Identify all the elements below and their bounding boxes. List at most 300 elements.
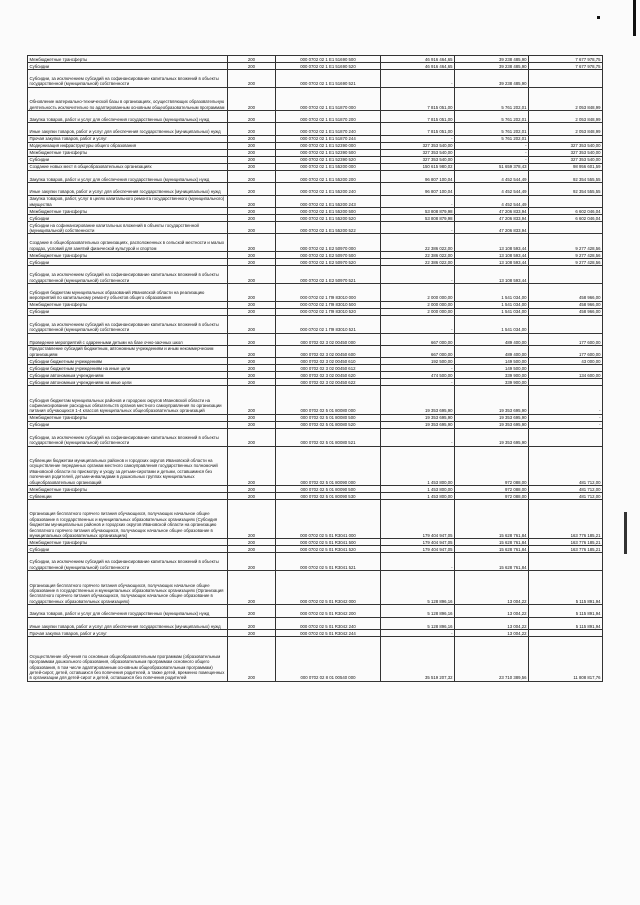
row-unexecuted-amount xyxy=(529,379,603,386)
row-unexecuted-amount xyxy=(529,553,603,571)
row-unexecuted-amount: 327 353 540,00 xyxy=(529,149,603,156)
row-name: Межбюджетные трансферты xyxy=(28,149,228,156)
row-name: Субсидии xyxy=(28,214,228,221)
row-budget-classification-code: 000 0702 02 5 01 R3042 240 xyxy=(276,617,381,629)
row-approved-amount: - xyxy=(381,135,455,142)
row-unexecuted-amount: 163 776 185,21 xyxy=(529,500,603,539)
row-name: Субсидии xyxy=(28,63,228,70)
row-name: Межбюджетные трансферты xyxy=(28,207,228,214)
row-executed-amount: 489 400,00 xyxy=(455,345,529,357)
row-executed-amount: 5 761 202,01 xyxy=(455,123,529,135)
row-line-code: 200 xyxy=(228,207,276,214)
row-name: Субсидии автономным учреждениям xyxy=(28,372,228,379)
row-line-code: 200 xyxy=(228,259,276,266)
table-row xyxy=(28,301,603,308)
row-name: Предоставление субсидий бюджетным, автономным учреждениям и иным некоммерческим организациям xyxy=(28,345,228,357)
row-budget-classification-code: 000 0702 02 8 01 00540 000 xyxy=(276,637,381,682)
row-executed-amount: 5 761 202,01 xyxy=(455,135,529,142)
row-line-code: 200 xyxy=(228,486,276,493)
table-row xyxy=(28,546,603,553)
row-approved-amount: 96 807 100,04 xyxy=(381,170,455,182)
table-row xyxy=(28,123,603,135)
table-row xyxy=(28,214,603,221)
table-row xyxy=(28,500,603,539)
row-budget-classification-code: 000 0702 02 1 Е1 51690 520 xyxy=(276,63,381,70)
row-budget-classification-code: 000 0702 02 1 Е1 52390 500 xyxy=(276,149,381,156)
row-name: Субсидии xyxy=(28,308,228,315)
row-line-code: 200 xyxy=(228,546,276,553)
row-approved-amount: 5 128 896,16 xyxy=(381,605,455,617)
row-approved-amount: - xyxy=(381,266,455,284)
row-approved-amount: 22 386 022,00 xyxy=(381,234,455,252)
row-budget-classification-code: 000 0702 02 5 01 80080 500 xyxy=(276,414,381,421)
row-line-code: 200 xyxy=(228,553,276,571)
table-row xyxy=(28,571,603,605)
row-approved-amount: - xyxy=(381,428,455,446)
row-unexecuted-amount: 177 600,00 xyxy=(529,333,603,345)
row-unexecuted-amount: 2 053 848,99 xyxy=(529,87,603,110)
row-budget-classification-code: 000 0702 02 1 Е1 51690 500 xyxy=(276,56,381,63)
row-approved-amount: 46 916 464,65 xyxy=(381,56,455,63)
row-executed-amount: 149 500,00 xyxy=(455,358,529,365)
table-row xyxy=(28,221,603,233)
row-line-code: 200 xyxy=(228,379,276,386)
row-approved-amount: 5 128 896,16 xyxy=(381,571,455,605)
row-budget-classification-code: 000 0702 02 1 П9 83010 000 xyxy=(276,283,381,301)
table-row xyxy=(28,259,603,266)
row-unexecuted-amount: 5 115 891,94 xyxy=(529,617,603,629)
row-line-code: 200 xyxy=(228,630,276,637)
row-executed-amount: 15 628 761,84 xyxy=(455,539,529,546)
row-unexecuted-amount: 5 115 891,94 xyxy=(529,605,603,617)
table-row xyxy=(28,446,603,485)
table-row xyxy=(28,283,603,301)
row-unexecuted-amount: 458 966,00 xyxy=(529,301,603,308)
row-name: Субвенции xyxy=(28,493,228,500)
row-name: Осуществление обучения по основным общеобразовательным программам (образовательным программам дошкольного образования, образовательным программам основного общего образования, в том числе адаптированным основным общеобразовательным программам) детей-сирот, детей, оставшихся без попечения родителей, а также детей, временно помещенных в организации для детей-сирот и детей, оставшихся без попечения родителей xyxy=(28,637,228,682)
row-approved-amount: 1 453 800,00 xyxy=(381,446,455,485)
row-approved-amount: 327 353 540,00 xyxy=(381,149,455,156)
row-unexecuted-amount: - xyxy=(529,386,603,415)
row-approved-amount: 327 353 540,00 xyxy=(381,142,455,149)
row-budget-classification-code: 000 0702 02 1 П9 83010 520 xyxy=(276,308,381,315)
row-executed-amount: 19 353 695,90 xyxy=(455,414,529,421)
table-row xyxy=(28,110,603,122)
row-budget-classification-code: 000 0702 02 1 Е2 50970 000 xyxy=(276,234,381,252)
table-row xyxy=(28,414,603,421)
table-row xyxy=(28,486,603,493)
row-executed-amount: - xyxy=(455,149,529,156)
row-unexecuted-amount: 11 808 817,76 xyxy=(529,637,603,682)
row-unexecuted-amount: 5 115 891,94 xyxy=(529,571,603,605)
row-line-code: 200 xyxy=(228,170,276,182)
row-name: Субсидии, за исключением субсидий на софинансирование капитальных вложений в объекты государственной (муниципальной) собственности xyxy=(28,553,228,571)
row-name: Обновление материально-технической базы в организациях, осуществляющих образовательную деятельность исключительно по адаптированным основным общеобразовательным программам xyxy=(28,87,228,110)
row-name: Иные закупки товаров, работ и услуг для обеспечения государственных (муниципальных) нужд xyxy=(28,617,228,629)
row-line-code: 200 xyxy=(228,446,276,485)
row-unexecuted-amount: 327 353 540,00 xyxy=(529,156,603,163)
row-budget-classification-code: 000 0702 02 5 01 80080 000 xyxy=(276,386,381,415)
row-budget-classification-code: 000 0702 02 1 Е1 55200 240 xyxy=(276,183,381,195)
row-approved-amount: 2 000 000,00 xyxy=(381,308,455,315)
row-budget-classification-code: 000 0702 02 3 02 00450 622 xyxy=(276,379,381,386)
row-unexecuted-amount: 177 600,00 xyxy=(529,345,603,357)
row-executed-amount: 972 088,00 xyxy=(455,446,529,485)
table-row xyxy=(28,493,603,500)
row-budget-classification-code: 000 0702 02 1 Е1 51690 521 xyxy=(276,70,381,88)
row-name: Модернизация инфраструктуры общего образования xyxy=(28,142,228,149)
row-budget-classification-code: 000 0702 02 5 01 80090 500 xyxy=(276,486,381,493)
table-row xyxy=(28,308,603,315)
row-name: Субсидии бюджетным учреждениям на иные цели xyxy=(28,365,228,372)
row-executed-amount: 13 004,22 xyxy=(455,630,529,637)
row-unexecuted-amount: 163 776 185,21 xyxy=(529,546,603,553)
row-line-code: 200 xyxy=(228,605,276,617)
row-approved-amount: 150 615 980,02 xyxy=(381,163,455,170)
scan-edge-bar-middle xyxy=(624,512,627,554)
table-row xyxy=(28,372,603,379)
row-approved-amount: 667 000,00 xyxy=(381,345,455,357)
row-unexecuted-amount: 9 277 428,56 xyxy=(529,234,603,252)
row-name: Закупка товаров, работ, услуг в целях капитального ремонта государственного (муниципального) имущества xyxy=(28,195,228,207)
row-unexecuted-amount: 2 053 848,99 xyxy=(529,123,603,135)
row-unexecuted-amount: 7 677 978,75 xyxy=(529,63,603,70)
row-approved-amount: - xyxy=(381,365,455,372)
table-row xyxy=(28,149,603,156)
row-budget-classification-code: 000 0702 02 1 Е1 55200 520 xyxy=(276,214,381,221)
table-row xyxy=(28,70,603,88)
row-executed-amount: 4 452 544,49 xyxy=(455,195,529,207)
row-line-code: 200 xyxy=(228,308,276,315)
table-row xyxy=(28,207,603,214)
row-name: Субсидии xyxy=(28,546,228,553)
row-name: Межбюджетные трансферты xyxy=(28,539,228,546)
row-budget-classification-code: 000 0702 02 5 01 80080 521 xyxy=(276,428,381,446)
table-row xyxy=(28,333,603,345)
table-row xyxy=(28,630,603,637)
table-row xyxy=(28,379,603,386)
row-line-code: 200 xyxy=(228,345,276,357)
row-name: Прочая закупка товаров, работ и услуг xyxy=(28,135,228,142)
row-approved-amount: - xyxy=(381,195,455,207)
row-executed-amount: 15 628 761,84 xyxy=(455,553,529,571)
row-name: Субсидии, за исключением субсидий на софинансирование капитальных вложений в объекты государственной (муниципальной) собственности xyxy=(28,266,228,284)
row-line-code: 200 xyxy=(228,214,276,221)
row-executed-amount: 23 710 389,56 xyxy=(455,637,529,682)
row-unexecuted-amount: 458 966,00 xyxy=(529,283,603,301)
table-row xyxy=(28,195,603,207)
row-executed-amount: 13 108 593,44 xyxy=(455,234,529,252)
row-budget-classification-code: 000 0702 02 1 Е1 52390 520 xyxy=(276,156,381,163)
row-name: Субсидия бюджетам муниципальных районов и городских округов Ивановской области на софинансирование расходных обязательств органов местного самоуправления по организации питания обучающихся 1-4 классов муниципальных общеобразовательных организаций xyxy=(28,386,228,415)
row-approved-amount: 2 000 000,00 xyxy=(381,301,455,308)
row-unexecuted-amount: 92 354 555,55 xyxy=(529,183,603,195)
row-approved-amount: 19 353 695,90 xyxy=(381,421,455,428)
row-budget-classification-code: 000 0702 02 1 Е1 55200 000 xyxy=(276,163,381,170)
row-line-code: 200 xyxy=(228,142,276,149)
row-name: Субсидии автономным учреждениям на иные цели xyxy=(28,379,228,386)
row-unexecuted-amount: - xyxy=(529,421,603,428)
row-unexecuted-amount: 6 602 046,04 xyxy=(529,214,603,221)
row-executed-amount: 972 088,00 xyxy=(455,486,529,493)
row-budget-classification-code: 000 0702 02 5 01 R3041 000 xyxy=(276,500,381,539)
row-line-code: 200 xyxy=(228,266,276,284)
table-row xyxy=(28,142,603,149)
row-executed-amount: 339 900,00 xyxy=(455,372,529,379)
row-executed-amount: 5 761 202,01 xyxy=(455,87,529,110)
row-budget-classification-code: 000 0702 02 5 01 R3041 520 xyxy=(276,546,381,553)
row-approved-amount: 1 453 800,00 xyxy=(381,493,455,500)
table-row xyxy=(28,63,603,70)
row-unexecuted-amount: 2 053 848,99 xyxy=(529,110,603,122)
row-executed-amount: 19 353 695,90 xyxy=(455,428,529,446)
row-approved-amount: 96 807 100,04 xyxy=(381,183,455,195)
row-executed-amount: 39 238 485,90 xyxy=(455,63,529,70)
table-row xyxy=(28,345,603,357)
row-name: Межбюджетные трансферты xyxy=(28,252,228,259)
row-line-code: 200 xyxy=(228,183,276,195)
row-executed-amount: 13 004,22 xyxy=(455,605,529,617)
table-row xyxy=(28,87,603,110)
row-unexecuted-amount xyxy=(529,630,603,637)
row-approved-amount: 7 815 051,00 xyxy=(381,123,455,135)
row-line-code: 200 xyxy=(228,63,276,70)
row-approved-amount: 35 519 207,32 xyxy=(381,637,455,682)
row-budget-classification-code: 000 0702 02 1 Е1 51870 000 xyxy=(276,87,381,110)
row-unexecuted-amount xyxy=(529,428,603,446)
row-line-code: 200 xyxy=(228,56,276,63)
row-executed-amount: 15 628 761,84 xyxy=(455,546,529,553)
row-unexecuted-amount: 43 000,00 xyxy=(529,358,603,365)
row-executed-amount: 39 238 485,90 xyxy=(455,56,529,63)
row-line-code: 200 xyxy=(228,234,276,252)
row-name: Прочая закупка товаров, работ и услуг xyxy=(28,630,228,637)
row-approved-amount: 667 000,00 xyxy=(381,333,455,345)
row-unexecuted-amount: 458 966,00 xyxy=(529,308,603,315)
table-row xyxy=(28,358,603,365)
row-line-code: 200 xyxy=(228,386,276,415)
table-row xyxy=(28,365,603,372)
table-row xyxy=(28,421,603,428)
row-approved-amount: 22 386 022,00 xyxy=(381,252,455,259)
row-line-code: 200 xyxy=(228,135,276,142)
table-row xyxy=(28,637,603,682)
row-executed-amount: 149 500,00 xyxy=(455,365,529,372)
row-line-code: 200 xyxy=(228,539,276,546)
row-unexecuted-amount: - xyxy=(529,414,603,421)
row-name: Иные закупки товаров, работ и услуг для обеспечения государственных (муниципальных) нужд xyxy=(28,123,228,135)
row-line-code: 200 xyxy=(228,372,276,379)
row-unexecuted-amount xyxy=(529,266,603,284)
row-unexecuted-amount xyxy=(529,365,603,372)
row-unexecuted-amount xyxy=(529,195,603,207)
row-budget-classification-code: 000 0702 02 1 Е1 55200 243 xyxy=(276,195,381,207)
row-budget-classification-code: 000 0702 02 3 02 00450 000 xyxy=(276,333,381,345)
row-name: Межбюджетные трансферты xyxy=(28,414,228,421)
table-row xyxy=(28,234,603,252)
row-name: Организация бесплатного горячего питания обучающихся, получающих начальное общее образование в государственных и муниципальных образовательных организациях (Организация бесплатного горячего питания обучающихся, получающих начальное общее образование в государственных образовательных организациях) xyxy=(28,571,228,605)
row-approved-amount: - xyxy=(381,221,455,233)
row-executed-amount: 1 541 034,00 xyxy=(455,308,529,315)
row-approved-amount: 22 386 022,00 xyxy=(381,259,455,266)
table-row xyxy=(28,617,603,629)
row-approved-amount: 327 353 540,00 xyxy=(381,156,455,163)
row-name: Организация бесплатного горячего питания обучающихся, получающих начальное общее образование в государственных и муниципальных образовательных организациях (Субсидия бюджетам муниципальных районов и городских округов Ивановской области на организацию бесплатного горячего питания обучающихся, получающих начальное общее образование в муниципальных образовательных организациях) xyxy=(28,500,228,539)
row-line-code: 200 xyxy=(228,571,276,605)
row-name: Субсидии xyxy=(28,156,228,163)
row-executed-amount: 47 206 833,94 xyxy=(455,214,529,221)
row-approved-amount: 46 916 464,65 xyxy=(381,63,455,70)
row-executed-amount: 1 541 034,00 xyxy=(455,283,529,301)
row-unexecuted-amount: 327 353 540,00 xyxy=(529,142,603,149)
row-line-code: 200 xyxy=(228,163,276,170)
row-budget-classification-code: 000 0702 02 5 01 R3042 244 xyxy=(276,630,381,637)
row-line-code: 200 xyxy=(228,252,276,259)
row-name: Создание в общеобразовательных организациях, расположенных в сельской местности и малых городах, условий для занятий физической культурой и спортом xyxy=(28,234,228,252)
row-budget-classification-code: 000 0702 02 1 Е2 50970 500 xyxy=(276,252,381,259)
row-budget-classification-code: 000 0702 02 3 02 00450 610 xyxy=(276,358,381,365)
row-name: Субсидия бюджетам муниципальных образований Ивановской области на реализацию мероприятий по капитальному ремонту объектов общего образования xyxy=(28,283,228,301)
row-approved-amount: - xyxy=(381,553,455,571)
row-budget-classification-code: 000 0702 02 1 Е2 50970 521 xyxy=(276,266,381,284)
row-executed-amount: 51 659 378,43 xyxy=(455,163,529,170)
row-budget-classification-code: 000 0702 02 5 01 80090 530 xyxy=(276,493,381,500)
row-line-code: 200 xyxy=(228,637,276,682)
row-line-code: 200 xyxy=(228,493,276,500)
row-name: Межбюджетные трансферты xyxy=(28,56,228,63)
row-budget-classification-code: 000 0702 02 1 Е1 51870 200 xyxy=(276,110,381,122)
row-line-code: 200 xyxy=(228,123,276,135)
table-row xyxy=(28,156,603,163)
row-executed-amount: 13 108 593,44 xyxy=(455,259,529,266)
row-executed-amount: 1 541 034,00 xyxy=(455,301,529,308)
row-approved-amount: 53 808 879,98 xyxy=(381,207,455,214)
row-line-code: 200 xyxy=(228,283,276,301)
row-approved-amount: 192 500,00 xyxy=(381,358,455,365)
row-budget-classification-code: 000 0702 02 1 Е1 55200 500 xyxy=(276,207,381,214)
row-approved-amount: 179 404 947,05 xyxy=(381,539,455,546)
table-row xyxy=(28,183,603,195)
row-executed-amount: 47 206 833,94 xyxy=(455,221,529,233)
row-approved-amount: 53 808 879,98 xyxy=(381,214,455,221)
table-row xyxy=(28,386,603,415)
row-line-code: 200 xyxy=(228,70,276,88)
row-unexecuted-amount xyxy=(529,70,603,88)
row-executed-amount: 4 452 544,49 xyxy=(455,183,529,195)
row-name: Закупка товаров, работ и услуг для обеспечения государственных (муниципальных) нужд xyxy=(28,170,228,182)
table-row xyxy=(28,163,603,170)
row-approved-amount: 5 128 896,16 xyxy=(381,617,455,629)
row-executed-amount: 39 238 485,90 xyxy=(455,70,529,88)
row-line-code: 200 xyxy=(228,421,276,428)
table-row xyxy=(28,605,603,617)
row-unexecuted-amount: 98 956 601,59 xyxy=(529,163,603,170)
scan-tick-top xyxy=(597,16,600,19)
row-budget-classification-code: 000 0702 02 1 Е1 51870 240 xyxy=(276,123,381,135)
row-line-code: 200 xyxy=(228,221,276,233)
row-unexecuted-amount: 481 712,00 xyxy=(529,446,603,485)
row-line-code: 200 xyxy=(228,87,276,110)
row-approved-amount: - xyxy=(381,70,455,88)
row-approved-amount: 179 404 947,05 xyxy=(381,546,455,553)
row-budget-classification-code: 000 0702 02 5 01 R3041 500 xyxy=(276,539,381,546)
row-budget-classification-code: 000 0702 02 1 Е1 55200 522 xyxy=(276,221,381,233)
row-approved-amount: - xyxy=(381,315,455,333)
row-executed-amount: 13 004,22 xyxy=(455,617,529,629)
table-row xyxy=(28,428,603,446)
row-line-code: 200 xyxy=(228,500,276,539)
table-row xyxy=(28,553,603,571)
row-name: Создание новых мест в общеобразовательных организациях xyxy=(28,163,228,170)
row-executed-amount: 19 353 695,90 xyxy=(455,386,529,415)
table-body xyxy=(28,56,603,682)
row-line-code: 200 xyxy=(228,358,276,365)
row-name: Иные закупки товаров, работ и услуг для обеспечения государственных (муниципальных) нужд xyxy=(28,183,228,195)
row-approved-amount: 7 815 051,00 xyxy=(381,110,455,122)
row-executed-amount: 47 206 833,94 xyxy=(455,207,529,214)
row-unexecuted-amount: 6 602 046,04 xyxy=(529,207,603,214)
row-line-code: 200 xyxy=(228,195,276,207)
row-executed-amount: - xyxy=(455,156,529,163)
row-name: Субсидии на софинансирование капитальных вложений в объекты государственной (муниципальной) собственности xyxy=(28,221,228,233)
row-name: Межбюджетные трансферты xyxy=(28,486,228,493)
row-name: Субсидии xyxy=(28,421,228,428)
scan-edge-bar-top xyxy=(633,0,636,36)
row-budget-classification-code: 000 0702 02 1 Е1 55200 200 xyxy=(276,170,381,182)
row-name: Межбюджетные трансферты xyxy=(28,301,228,308)
row-approved-amount: 7 815 051,00 xyxy=(381,87,455,110)
table-row xyxy=(28,135,603,142)
row-executed-amount: 15 628 761,84 xyxy=(455,500,529,539)
row-budget-classification-code: 000 0702 02 1 П9 83010 521 xyxy=(276,315,381,333)
row-approved-amount: 1 453 800,00 xyxy=(381,486,455,493)
row-executed-amount: 972 088,00 xyxy=(455,493,529,500)
row-line-code: 200 xyxy=(228,428,276,446)
row-budget-classification-code: 000 0702 02 3 02 00450 612 xyxy=(276,365,381,372)
row-executed-amount: 4 452 544,49 xyxy=(455,170,529,182)
table-row xyxy=(28,539,603,546)
table-row xyxy=(28,252,603,259)
row-budget-classification-code: 000 0702 02 1 Е2 50970 520 xyxy=(276,259,381,266)
table-row xyxy=(28,56,603,63)
row-unexecuted-amount: 9 277 428,56 xyxy=(529,252,603,259)
row-approved-amount: 474 500,00 xyxy=(381,372,455,379)
table-row xyxy=(28,266,603,284)
row-budget-classification-code: 000 0702 02 3 02 00450 600 xyxy=(276,345,381,357)
row-name: Субсидии, за исключением субсидий на софинансирование капитальных вложений в объекты государственной (муниципальной) собственности xyxy=(28,70,228,88)
row-unexecuted-amount xyxy=(529,221,603,233)
row-name: Закупка товаров, работ и услуг для обеспечения государственных (муниципальных) нужд xyxy=(28,110,228,122)
row-approved-amount: 179 404 947,05 xyxy=(381,500,455,539)
row-name: Проведение мероприятий с одаренными детьми на базе очно-заочных школ xyxy=(28,333,228,345)
row-line-code: 200 xyxy=(228,156,276,163)
row-budget-classification-code: 000 0702 02 5 01 R3042 200 xyxy=(276,605,381,617)
row-executed-amount: 5 761 202,01 xyxy=(455,110,529,122)
table-row xyxy=(28,170,603,182)
row-line-code: 200 xyxy=(228,333,276,345)
row-budget-classification-code: 000 0702 02 1 Е1 51870 244 xyxy=(276,135,381,142)
row-name: Субсидии xyxy=(28,259,228,266)
row-unexecuted-amount: 134 600,00 xyxy=(529,372,603,379)
row-budget-classification-code: 000 0702 02 5 01 R3041 521 xyxy=(276,553,381,571)
row-name: Закупка товаров, работ и услуг для обеспечения государственных (муниципальных) нужд xyxy=(28,605,228,617)
row-budget-classification-code: 000 0702 02 3 02 00450 620 xyxy=(276,372,381,379)
row-executed-amount: 339 900,00 xyxy=(455,379,529,386)
row-line-code: 200 xyxy=(228,414,276,421)
row-approved-amount: 19 353 695,90 xyxy=(381,414,455,421)
row-executed-amount: 489 400,00 xyxy=(455,333,529,345)
row-executed-amount: 1 541 034,00 xyxy=(455,315,529,333)
